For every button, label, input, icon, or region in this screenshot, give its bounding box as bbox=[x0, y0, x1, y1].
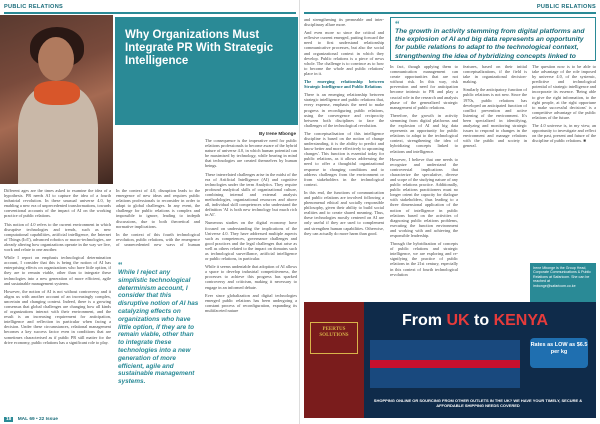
photo-face bbox=[38, 37, 74, 81]
paragraph: The consequence is the imperative need for public relations professionals to become aware of the hybrid nature of universe 4.0, in which human potential can be maximised by technology, while bearing in mind that technologies are created themselves by human beings. bbox=[205, 138, 297, 169]
paragraph: Through the hybridization of concepts of public relations and strategic intelligence, we are exploring and re-signifying the practice of public relations in the 21st century, especially in this context of fourth technological revolution bbox=[390, 241, 458, 277]
paragraph: In this end, the functions of communication and public relations are involved following a phenomenal ethical and socially responsible philosophy, given their ability to build social realities and to create shared meaning. Thus, these technologies mostly centered on AI are only useful if they are used to complement and strengthen human capabilities. Otherwise, they can actually do more harm than good. bbox=[304, 189, 384, 236]
column-5 bbox=[390, 64, 458, 298]
column-1 bbox=[4, 188, 111, 413]
flag-band bbox=[370, 360, 520, 368]
paragraph: The 4.0 universe is, in my view, an opportunity to investigate and reflect on the past, present and future of the discipline of public relations. ■ bbox=[532, 123, 596, 144]
pull-quote-text: While I reject any simplistic technological determinism account, I consider that this disruptive notion of AI has catalyzing effects on organizations who have little option, if they are to remain viable, other than to integrate these technologies into a new generation of more efficient, agile and sustainable management systems. bbox=[118, 269, 199, 386]
paragraph: However, I believe that one needs to recognize and understand the controversial implications that characterize the speculative, diverse and scope of the studying nature of any public relations practice. Additionally, public relations practitioners must no longer orient the capacity for dialogue with stakeholders, thus leading to a three dimensional application of the notion of intelligence in public relations based on the activities of diagnosing public relations problems, executing the function environment and working with and achieving the responsible leadership. bbox=[390, 156, 458, 238]
paragraph: While I report on emphasis technological determination account, I consider that this is being the notion of AI has enterprising effects on organizations who have little option, if they are to remain viable, other than to integrate these technologies into a new generation of more efficient, agile and sustainable management systems. bbox=[4, 255, 111, 286]
paragraph: The conceptualisation of this intelligence discipline is based on the notion of change understanding, it is the ability to predict and know better and more effectively to upcoming changes'. This function is essential today for public relations, as it allows addressing the need to offer a thoughtful organizational response to changing conditions and to address challenges from the environment or from stakeholders in the technological context. bbox=[304, 130, 384, 187]
ad-headline bbox=[402, 312, 548, 330]
ad-headline-mid: to bbox=[469, 312, 494, 329]
ad-headline-pre: From bbox=[402, 312, 447, 329]
article-title: Why Organizations Must Integrate PR With Strategic Intelligence bbox=[125, 29, 274, 67]
quote-mark-icon: “ bbox=[395, 19, 400, 29]
paragraph: However, the notion of AI is not without controversy and it aligns us with another account of an increasingly complex, uncertain and changing context. Indeed, there is a growing consensus that global challenges are changing how all kinds of organizations interact with their environment, and the result is an increasing requirement for anticipation, intelligence and reflection in particular when facing a decision. Under these circumstances, relational management becomes a key success factor even in conditions that are sometimes characterised as if public PR still matter for the drive economy, public relations has a significant role to play. bbox=[4, 288, 111, 345]
paragraph: The question now is to be able to take advantage of the role imposed by universe 4.0, of the systemic, predictive and technological potential of strategic intelligence and incorporate its essence. 'Being able to give the right information, to the right people, at the right opportune to make successful decisions' is a competitive advantage of the public relations of the future. bbox=[532, 64, 596, 120]
page-number: 18 bbox=[6, 417, 12, 422]
paragraph: Ever since globalization and digital technologies emerged public relations has been undergoing a constant process of reconfiguration, expanding its multifaceted nature bbox=[205, 292, 297, 313]
paragraph: Therefore, the growth in activity stemming from digital platforms and the explosion of AI and big data represents an opportunity for public relations to adapt to the technological context, strengthening the idea of hybridizing concepts linked to relations and intelligence. bbox=[390, 112, 458, 154]
paragraph: In fact, though applying them to communication management can create opportunities that are not without risk. In this way, risk prevention and need for anticipation become intrinsic to PR and play a crucial role in the research and analysis phase of the generalized strategic management of public relations. bbox=[390, 64, 458, 110]
ad-tagline: SHOPPING ONLINE OR SOURCING FROM OTHER OUTLETS IN THE UK? WE HAVE YOUR TIMELY, SECURE & AFFORDABLE SHIPPING NEEDS COVERED bbox=[373, 398, 583, 408]
paragraph: Similarly the anticipatory function of public relations is not new. Since the 1970s, public relations has developed an anticipated function of conflict prevention and active listening of the environment. It's been specialized in identifying, analyzing and monitoring strategic issues to respond to changes in the environment and manage relations with the public and society in general. bbox=[463, 87, 527, 149]
divider-right bbox=[304, 12, 596, 14]
photo-scarf bbox=[34, 81, 80, 105]
column-6 bbox=[463, 64, 596, 260]
paragraph: Different ages are the times asked to examine the idea of a hypothesis. PR needs AI to capture the idea of a fourth industrial revolution. In these unusual universe 4.0, by enabling a new era of unprecedented transformations, towards conventional accounts of the impact of AI on the working practice of public relations. bbox=[4, 188, 111, 219]
quote-mark-icon: “ bbox=[118, 262, 123, 270]
section-label-left: PUBLIC RELATIONS bbox=[4, 4, 64, 10]
paragraph: This notion of 4.0 refers to the current environment in which disruptive technologies and trends, such as new computational capabilities, artificial intelligence, the Internet of Things (IoT), advanced robotics or macro-technologies, are already altering how organizations operate in the way we live, work and relate to one another. bbox=[4, 221, 111, 253]
ad-stripe bbox=[304, 302, 364, 418]
issue-label: MAL 69 • 22 Issue bbox=[17, 417, 58, 422]
pull-quote-left bbox=[118, 262, 200, 410]
author-photo bbox=[0, 15, 113, 184]
subheading: The emerging relationship between Strategic Intelligence and Public Relations bbox=[304, 79, 384, 90]
paragraph: Numerous studies on the digital economy have focused on understanding the implications of the Universe 4.0. They have addressed multiple aspects such as competences, governance challenges and good practices and the legal challenges that arise as well as others related to the impact on domains such as technological surveillance, artificial intelligence or public relations, in particular. bbox=[205, 220, 297, 262]
column-4 bbox=[304, 17, 384, 277]
ad-headline-to: KENYA bbox=[493, 312, 549, 329]
right-page bbox=[300, 0, 600, 424]
paragraph: In the context of this fourth technological revolution, public relations, with the emergence of unprecedented new ways of human bbox=[116, 231, 200, 246]
ad-rates-badge: Rates as LOW as $6.5 per kg bbox=[530, 338, 588, 368]
section-label-right: PUBLIC RELATIONS bbox=[536, 4, 596, 10]
ad-brand-logo: PEERTUS SOLUTIONS bbox=[310, 322, 358, 354]
paragraph: And even more so since the critical and reflexive current emerged, putting forward the need to first understand relationship communicative processes, but also the social and organizational context in which they develop. Public relations is a piece of news whole. The challenge is to convince as to how to become the whole and public relations' place in it. bbox=[304, 30, 384, 76]
footer-left bbox=[4, 417, 58, 422]
title-box bbox=[115, 17, 298, 125]
author-bio-box: Irene Mbonge is the Group Head, Corporate Communications & Public Relations at Safaricom. She can be reached at imbonge@safaricom.co.ke bbox=[530, 263, 596, 303]
paragraph: features, based on their initial conceptualizations, if the field is take in organizational decision-making. bbox=[463, 64, 527, 85]
paragraph: In the context of 4.0, disruption leads to the emergence of new ideas and requires public relations professionals to reconsider in order to adapt to global challenges. In any event, the challenge for public relations is complex and impossible to ignore, leading to indepth discussions, due to both theoretical and normative implications. bbox=[116, 188, 200, 229]
advertisement[interactable] bbox=[304, 302, 596, 418]
paragraph: These interrelated challenges arise in the midst of the era of Artificial Intelligence (AI) and cognitive technologies under the term Analytics. They require profound analytical skills of organizational culture, combining internal and external analysis methodologies, organizational resources and above all, individual skill competences who understand the definition 'AI is both new technology but much rich in AI'. bbox=[205, 171, 297, 218]
paragraph: There is an emerging relationship between strategic intelligence and public relations that, every expense, emphasis the need to make progress in reconfiguring public relations, using the convergence and reciprocity between both disciplines to face the challenges of the technological revolution. bbox=[304, 92, 384, 128]
flag-graphic bbox=[370, 340, 520, 388]
pull-quote-right bbox=[390, 17, 596, 61]
column-2 bbox=[116, 188, 200, 246]
paragraph: While it seems undeniable that adoption of AI allows a space to develop industrial competitiveness, the processes to achieve this progress has sparked controversy and criticism, making it necessary to engage in an informed debate. bbox=[205, 264, 297, 290]
byline: By Irene Mbonge bbox=[258, 131, 296, 136]
ad-headline-from: UK bbox=[446, 312, 470, 329]
pull-quote-text: The growth in activity stemming from digital platforms and the explosion of AI and big data represents an opportunity for public relations to adapt to the technological context, strengthening the idea of hybridizing concepts linked to bbox=[395, 28, 585, 60]
divider-left bbox=[4, 12, 296, 14]
paragraph: and strengthening its permeable and inter-disciplinary allure more. bbox=[304, 17, 384, 28]
column-3 bbox=[205, 138, 297, 413]
